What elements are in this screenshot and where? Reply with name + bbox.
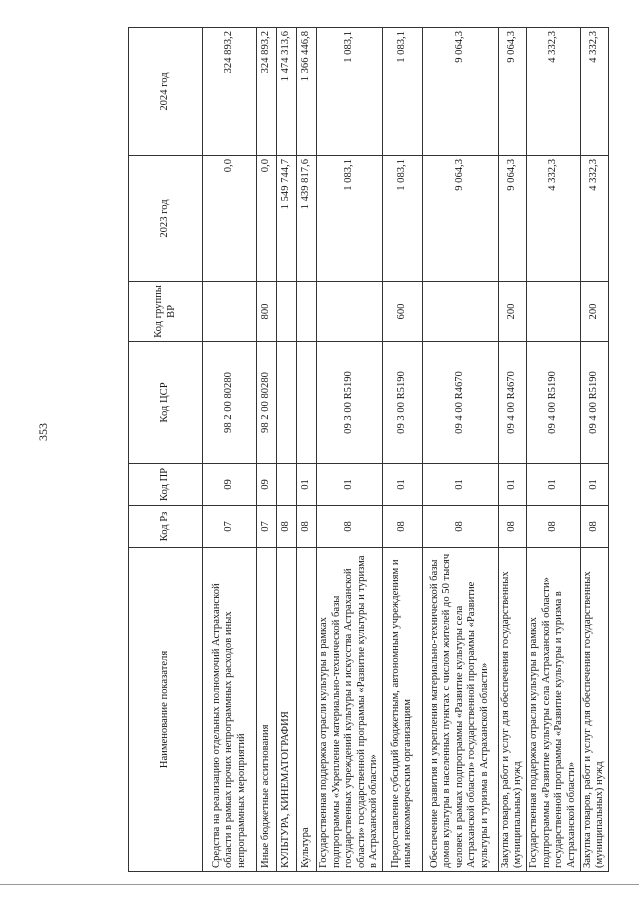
cell-rz: 08 [580,506,608,548]
cell-csr: 09 4 00 R5190 [526,342,580,464]
cell-rz: 08 [382,506,422,548]
cell-pr [277,464,297,506]
cell-pr: 01 [317,464,383,506]
cell-csr: 09 3 00 R5190 [382,342,422,464]
cell-y2024: 1 366 446,8 [297,28,317,156]
cell-pr: 01 [422,464,498,506]
budget-table-container [128,28,605,872]
cell-vr [297,282,317,342]
table-row [526,28,580,872]
cell-name: Государственная поддержка отрасли культуры в рамках подпрограммы «Развитие культуры села Астраханской области» государственной программы «Развитие культуры и туризма в Астраханской области» [526,548,580,872]
table-row [580,28,608,872]
cell-name: Закупка товаров, работ и услуг для обеспечения государственных (муниципальных) нужд [498,548,526,872]
cell-csr: 98 2 00 80280 [257,342,277,464]
cell-name: Обеспечение развития и укрепления материально-технической базы домов культуры в населенных пунктах с числом жителей до 50 тысяч человек в рамках подпрограммы «Развитие культуры села Астраханской области» государственной программы «Развитие культуры и туризма в Астраханской области» [422,548,498,872]
cell-y2024: 4 332,3 [526,28,580,156]
cell-rz: 07 [257,506,277,548]
header-name: Наименование показателя [129,548,203,872]
cell-y2023: 9 064,3 [422,156,498,282]
cell-csr [277,342,297,464]
cell-vr: 600 [382,282,422,342]
cell-vr [317,282,383,342]
cell-pr: 01 [526,464,580,506]
cell-csr: 09 4 00 R5190 [580,342,608,464]
bottom-line [0,884,639,885]
cell-vr [422,282,498,342]
cell-y2023: 1 083,1 [382,156,422,282]
cell-name: КУЛЬТУРА, КИНЕМАТОГРАФИЯ [277,548,297,872]
cell-pr: 01 [580,464,608,506]
cell-vr: 800 [257,282,277,342]
cell-y2023: 1 083,1 [317,156,383,282]
table-row [422,28,498,872]
cell-y2023: 9 064,3 [498,156,526,282]
page-number: 353 [36,423,50,441]
cell-y2024: 324 893,2 [203,28,257,156]
cell-csr: 09 4 00 R4670 [422,342,498,464]
cell-vr: 200 [498,282,526,342]
cell-rz: 08 [317,506,383,548]
table-row [257,28,277,872]
cell-y2023: 0,0 [257,156,277,282]
cell-y2023: 4 332,3 [580,156,608,282]
header-rz: Код Рз [129,506,203,548]
cell-rz: 08 [498,506,526,548]
cell-name: Предоставление субсидий бюджетным, автономным учреждениям и иным некоммерческим организациям [382,548,422,872]
cell-rz: 08 [277,506,297,548]
table-header-row [129,28,203,872]
cell-vr [526,282,580,342]
cell-y2024: 9 064,3 [498,28,526,156]
cell-rz: 07 [203,506,257,548]
table-row [498,28,526,872]
cell-y2024: 4 332,3 [580,28,608,156]
cell-pr: 01 [382,464,422,506]
cell-name: Культура [297,548,317,872]
cell-y2024: 324 893,2 [257,28,277,156]
header-vr: Код группы ВР [129,282,203,342]
cell-y2023: 1 549 744,7 [277,156,297,282]
cell-pr: 09 [203,464,257,506]
cell-csr [297,342,317,464]
header-2023: 2023 год [129,156,203,282]
cell-rz: 08 [526,506,580,548]
cell-rz: 08 [422,506,498,548]
cell-pr: 01 [498,464,526,506]
cell-rz: 08 [297,506,317,548]
table-row [297,28,317,872]
cell-name: Государственная поддержка отрасли культуры в рамках подпрограммы «Укрепление материально-технической базы государственных учреждений культуры и искусства Астраханской области» государственной программы «Развитие культуры и туризма в Астраханской области» [317,548,383,872]
header-pr: Код ПР [129,464,203,506]
cell-csr: 09 3 00 R5190 [317,342,383,464]
header-2024: 2024 год [129,28,203,156]
cell-y2023: 0,0 [203,156,257,282]
cell-csr: 09 4 00 R4670 [498,342,526,464]
cell-vr [203,282,257,342]
cell-pr: 09 [257,464,277,506]
table-row [277,28,297,872]
cell-y2023: 4 332,3 [526,156,580,282]
cell-vr [277,282,297,342]
cell-y2023: 1 439 817,6 [297,156,317,282]
cell-csr: 98 2 00 80280 [203,342,257,464]
table-row [203,28,257,872]
cell-pr: 01 [297,464,317,506]
cell-y2024: 9 064,3 [422,28,498,156]
table-row [382,28,422,872]
header-csr: Код ЦСР [129,342,203,464]
cell-y2024: 1 474 313,6 [277,28,297,156]
cell-name: Средства на реализацию отдельных полномочий Астраханской области в рамках прочих непрограммных расходов иных непрограммных мероприятий [203,548,257,872]
cell-name: Иные бюджетные ассигнования [257,548,277,872]
cell-vr: 200 [580,282,608,342]
cell-y2024: 1 083,1 [317,28,383,156]
cell-name: Закупка товаров, работ и услуг для обеспечения государственных (муниципальных) нужд [580,548,608,872]
budget-table [128,27,609,872]
table-row [317,28,383,872]
cell-y2024: 1 083,1 [382,28,422,156]
